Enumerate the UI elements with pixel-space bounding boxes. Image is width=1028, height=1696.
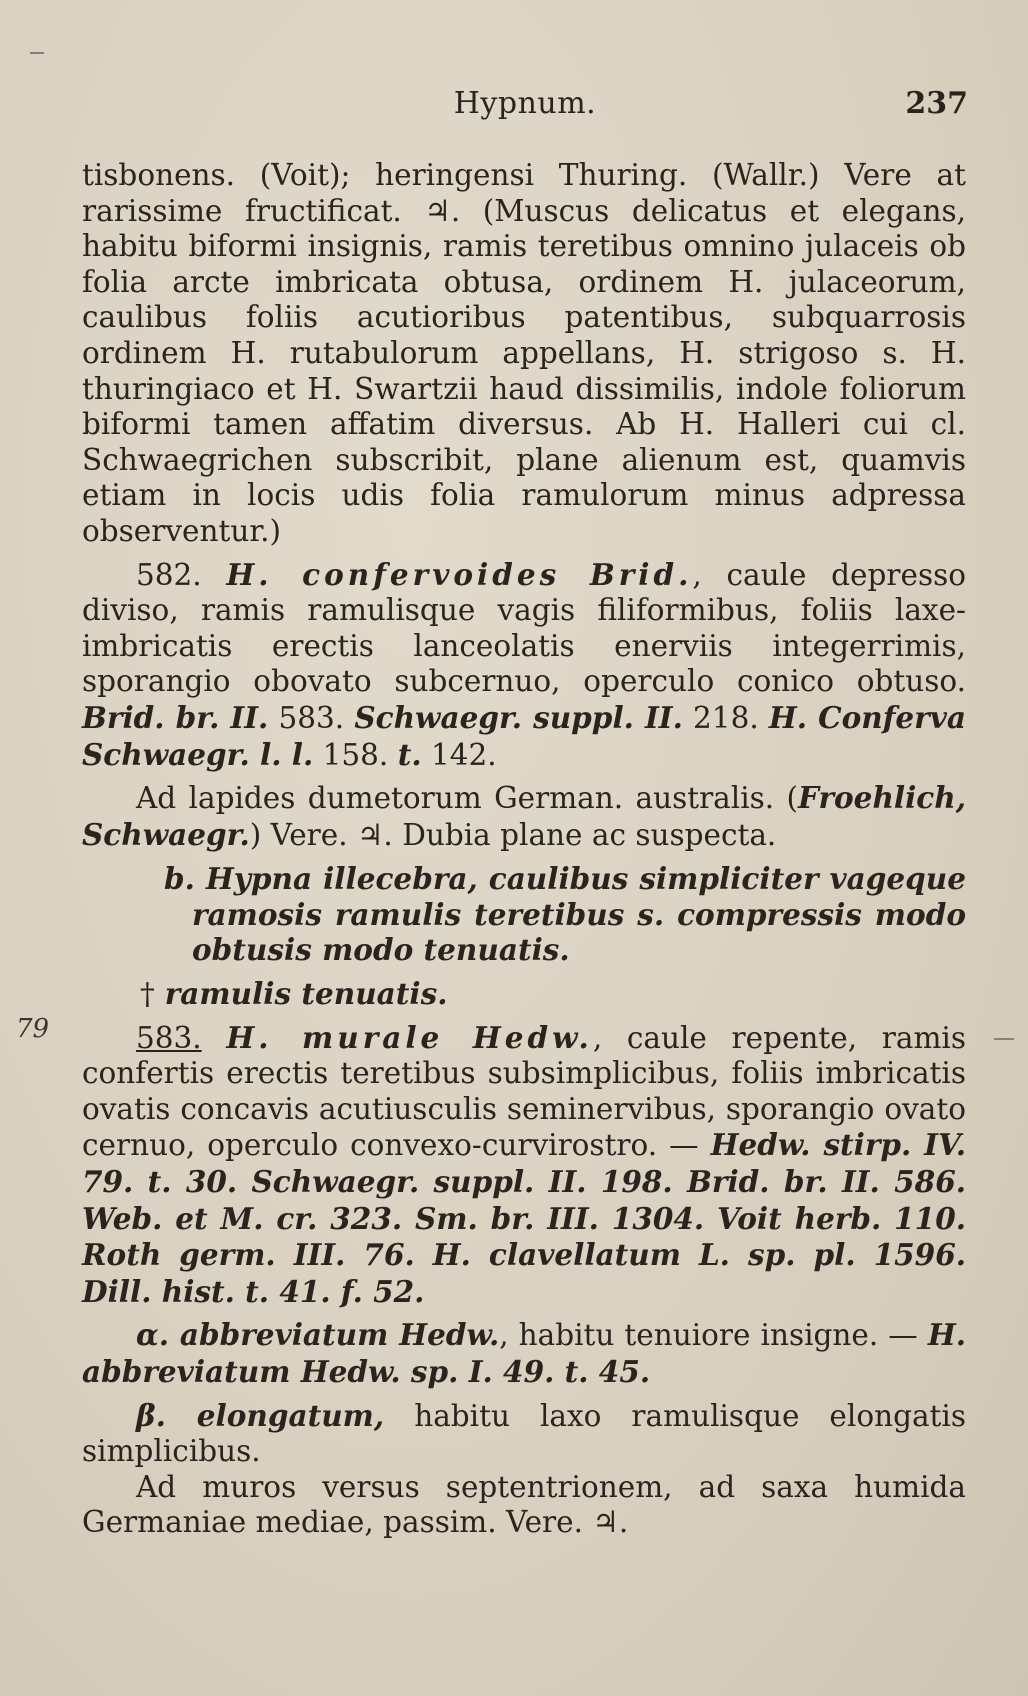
variety-beta xyxy=(82,1398,966,1470)
running-head xyxy=(82,86,968,126)
main-text xyxy=(82,158,966,1541)
species-entry-583 xyxy=(82,1020,966,1311)
habitat-582 xyxy=(82,780,966,853)
collector-names: Froehlich, Schwaegr. xyxy=(82,780,966,852)
page-number: 237 xyxy=(905,86,968,121)
reference: t. xyxy=(397,736,422,772)
paragraph-continuation: tisbonens. (Voit); heringensi Thuring. (Wallr.) Vere at rarissime fructificat. ♃. (Muscus delicatus et elegans, habitu biformi insignis, ramis teretibus omnino julaceis ob folia arcte imbricata obtusa, ordinem H. julaceorum, caulibus foliis acutioribus patentibus, subquarrosis ordinem H. rutabulorum appellans, H. strigoso s. H. thuringiaco et H. Swartzii haud dissimilis, indole foliorum biformi tamen affatim diversus. Ab H. Halleri cui cl. Schwaegrichen subscribit, plane alienum est, quamvis etiam in locis udis folia ramulorum minus adpressa observentur.) xyxy=(82,158,966,548)
species-name: H. murale Hedw. xyxy=(226,1019,593,1055)
species-name: H. confervoides Brid. xyxy=(226,556,693,592)
dagger-glyph: † xyxy=(140,977,155,1012)
handwritten-margin-note: 79 xyxy=(16,1014,50,1044)
reference-number: 583. xyxy=(278,700,345,735)
variety-name: β. elongatum, xyxy=(136,1397,385,1433)
reference-number: 158. xyxy=(322,737,389,772)
variety-reference: H. abbreviatum Hedw. sp. I. 49. t. 45. xyxy=(82,1317,966,1389)
entry-number: 582. xyxy=(136,557,202,592)
margin-mark-top-left xyxy=(30,52,44,54)
subsection-cross-text: ramulis tenuatis. xyxy=(164,976,448,1012)
subsection-cross xyxy=(82,976,966,1013)
variety-text: habitu laxo ramulisque elongatis simplicibus. xyxy=(82,1398,966,1469)
subsection-label: b. xyxy=(164,861,195,897)
species-entry-582 xyxy=(82,557,966,774)
reference: Schwaegr. suppl. II. xyxy=(354,699,683,735)
species-description: , caule repente, ramis confertis erectis teretibus subsimplicibus, foliis imbricatis ovatis concavis acutiusculis seminervibus, sporangio ovato cernuo, operculo convexo-curvirostro. — xyxy=(82,1020,966,1163)
species-description: , caule depresso diviso, ramis ramulisque vagis filiformibus, foliis laxe-imbricatis erectis lanceolatis enerviis integerrimis, sporangio obovato subcernuo, operculo conico obtuso. xyxy=(82,557,966,699)
reference-number: 142. xyxy=(430,737,497,772)
reference-number: 218. xyxy=(693,700,759,735)
entry-number: 583. xyxy=(136,1020,202,1055)
page-title: Hypnum. xyxy=(453,86,597,121)
variety-name: α. abbreviatum Hedw. xyxy=(136,1317,500,1353)
reference: Brid. br. II. xyxy=(82,699,269,735)
variety-alpha xyxy=(82,1317,966,1390)
margin-mark-right xyxy=(994,1038,1014,1040)
habitat-583: Ad muros versus septentrionem, ad saxa humida Germaniae mediae, passim. Vere. ♃. xyxy=(82,1469,966,1540)
subsection-b xyxy=(82,861,966,968)
habitat-text: Ad lapides dumetorum German. australis. ( xyxy=(136,781,799,816)
reference: H. Conferva Schwaegr. l. l. xyxy=(82,699,966,772)
subsection-text: Hypna illecebra, caulibus simpliciter vageque ramosis ramulis teretibus s. compressis modo obtusis modo tenuatis. xyxy=(192,861,966,968)
habitat-text-end: ) Vere. ♃. Dubia plane ac suspecta. xyxy=(249,817,777,852)
variety-text: , habitu tenuiore insigne. — xyxy=(499,1318,918,1353)
references: Hedw. stirp. IV. 79. t. 30. Schwaegr. suppl. II. 198. Brid. br. II. 586. Web. et M. cr. 323. Sm. br. III. 1304. Voit herb. 110. Roth germ. III. 76. H. clavellatum L. sp. pl. 1596. Dill. hist. t. 41. f. 52. xyxy=(82,1127,966,1309)
